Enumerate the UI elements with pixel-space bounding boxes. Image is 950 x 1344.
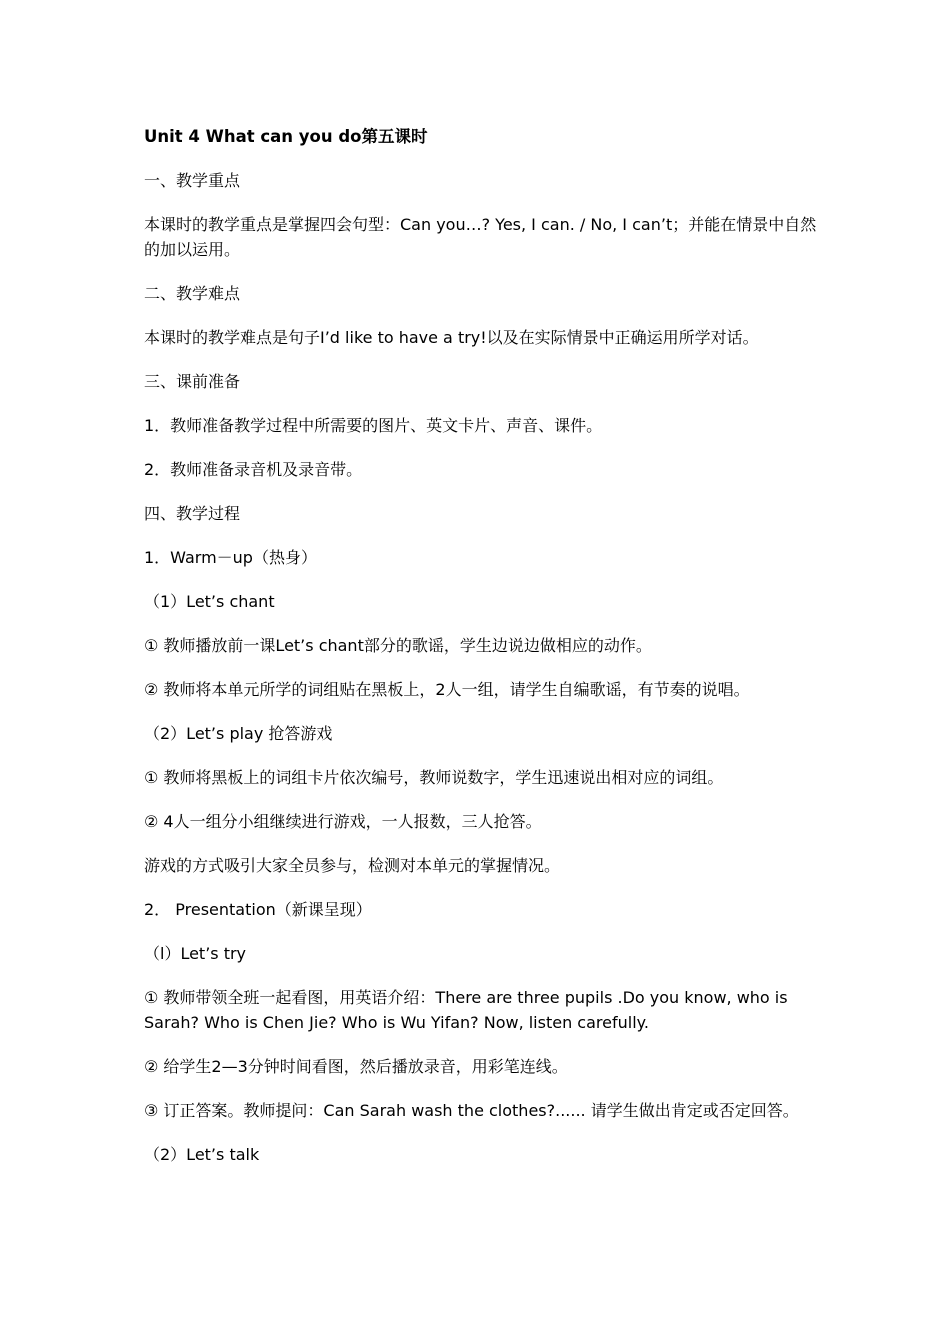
list-item-try-2: ② 给学生2—3分钟时间看图，然后播放录音，用彩笔连线。 bbox=[144, 1057, 568, 1076]
section-heading-key-points: 一、教学重点 bbox=[144, 171, 241, 190]
list-item-try-1: ① 教师带领全班一起看图，用英语介绍：There are three pupils .Do you know, who is Sarah? Who is Chen Jie? Who is Wu Yifan? Now, listen carefully. bbox=[144, 988, 788, 1032]
section-heading-difficulties: 二、教学难点 bbox=[144, 284, 241, 303]
step-heading-presentation: 2． Presentation（新课呈现） bbox=[144, 900, 372, 919]
paragraph-difficulties: 本课时的教学难点是句子I’d like to have a try!以及在实际情景中正确运用所学对话。 bbox=[144, 328, 759, 347]
document-title: Unit 4 What can you do第五课时 bbox=[144, 127, 428, 146]
document-body bbox=[144, 124, 824, 1167]
sub-heading-lets-chant: （1）Let’s chant bbox=[144, 592, 275, 611]
sub-heading-lets-play: （2）Let’s play 抢答游戏 bbox=[144, 724, 333, 743]
list-item-try-3: ③ 订正答案。教师提问：Can Sarah wash the clothes?...... 请学生做出肯定或否定回答。 bbox=[144, 1101, 799, 1120]
section-heading-process: 四、教学过程 bbox=[144, 504, 241, 523]
section-heading-preparation: 三、课前准备 bbox=[144, 372, 241, 391]
sub-heading-lets-try: （l）Let’s try bbox=[144, 944, 247, 963]
paragraph-key-points: 本课时的教学重点是掌握四会句型：Can you…? Yes, I can. / No, I can’t；并能在情景中自然的加以运用。 bbox=[144, 215, 817, 259]
list-item-play-1: ① 教师将黑板上的词组卡片依次编号，教师说数字，学生迅速说出相对应的词组。 bbox=[144, 768, 724, 787]
step-heading-warm-up: 1．Warm－up（热身） bbox=[144, 548, 317, 567]
sub-heading-lets-talk: （2）Let’s talk bbox=[144, 1145, 260, 1164]
list-item-preparation-2: 2．教师准备录音机及录音带。 bbox=[144, 460, 363, 479]
paragraph-game-note: 游戏的方式吸引大家全员参与，检测对本单元的掌握情况。 bbox=[144, 856, 561, 875]
list-item-play-2: ② 4人一组分小组继续进行游戏，一人报数，三人抢答。 bbox=[144, 812, 542, 831]
list-item-preparation-1: 1．教师准备教学过程中所需要的图片、英文卡片、声音、课件。 bbox=[144, 416, 603, 435]
list-item-chant-2: ② 教师将本单元所学的词组贴在黑板上，2人一组，请学生自编歌谣，有节奏的说唱。 bbox=[144, 680, 750, 699]
list-item-chant-1: ① 教师播放前一课Let’s chant部分的歌谣，学生边说边做相应的动作。 bbox=[144, 636, 652, 655]
